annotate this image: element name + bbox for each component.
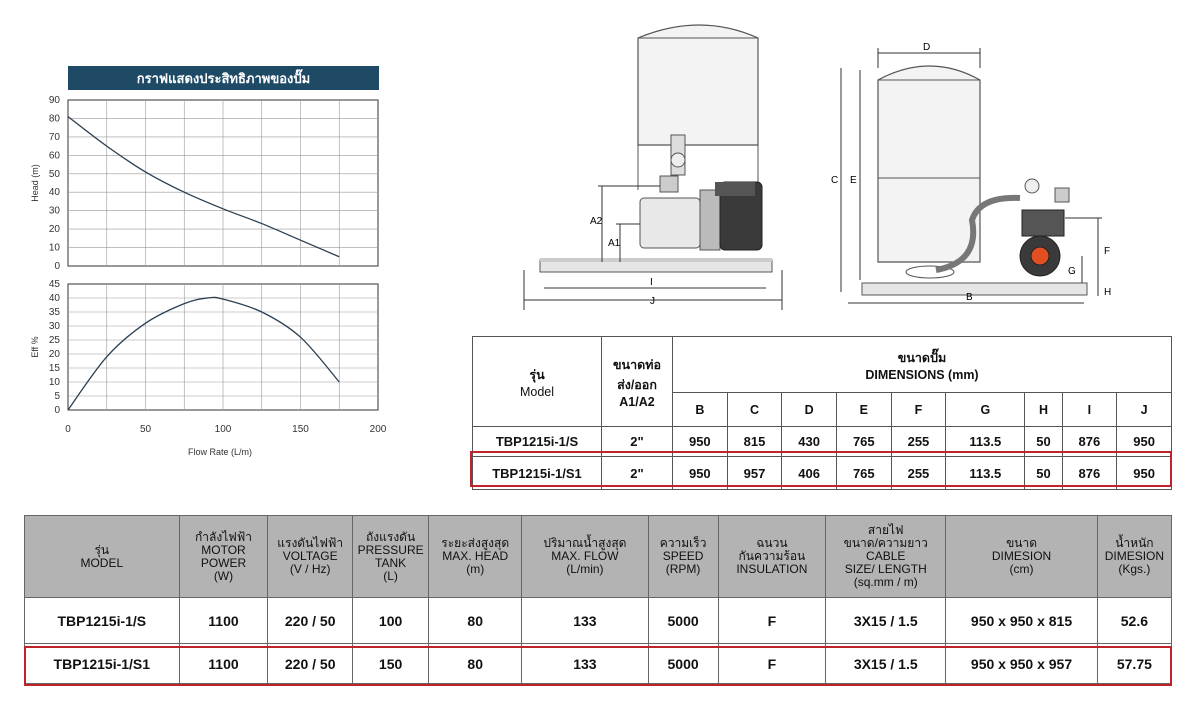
label-i: I — [650, 277, 653, 288]
spec-col-header: น้ำหนัก DIMESION (Kgs.) — [1097, 516, 1171, 598]
spec-table-row — [25, 598, 1172, 644]
pump-dimension-diagrams — [510, 0, 1190, 320]
y-axis-label: Head (m) — [30, 164, 40, 202]
spec-cell: TBP1215i-1/S1 — [25, 644, 180, 684]
dim-cell-value: 765 — [836, 457, 891, 490]
dim-cell-value: 113.5 — [946, 427, 1025, 457]
spec-cell: 80 — [429, 598, 522, 644]
spec-col-header: ขนาด DIMESION (cm) — [946, 516, 1097, 598]
spec-cell: 1100 — [179, 644, 268, 684]
performance-charts — [0, 0, 460, 470]
y-tick-label: 50 — [48, 168, 60, 180]
dim-cell-pipe: 2" — [602, 427, 673, 457]
spec-cell: 52.6 — [1097, 598, 1171, 644]
dim-cell-value: 957 — [727, 457, 782, 490]
x-tick-label: 200 — [369, 424, 387, 435]
dim-cell-value: 50 — [1025, 457, 1062, 490]
x-tick-label: 0 — [65, 424, 71, 435]
dim-col-header: D — [782, 393, 837, 427]
label-j: J — [650, 296, 655, 307]
dim-cell-model: TBP1215i-1/S1 — [473, 457, 602, 490]
spec-col-header: ถังแรงดัน PRESSURE TANK (L) — [352, 516, 428, 598]
dim-cell-pipe: 2" — [602, 457, 673, 490]
label-h: H — [1104, 287, 1112, 298]
y-tick-label: 90 — [48, 95, 60, 106]
dim-cell-value: 406 — [782, 457, 837, 490]
y-tick-label: 15 — [48, 363, 60, 374]
y-tick-label: 0 — [54, 261, 60, 272]
dim-col-header: H — [1025, 393, 1062, 427]
dim-cell-value: 950 — [1117, 427, 1172, 457]
dim-cell-value: 50 — [1025, 427, 1062, 457]
y-axis-label: Eff % — [30, 336, 40, 358]
spec-cell: 3X15 / 1.5 — [826, 598, 946, 644]
highlight-dim-row-s1 — [470, 451, 1172, 487]
label-a1: A1 — [608, 238, 621, 249]
dim-col-header: F — [891, 393, 946, 427]
spec-cell: 133 — [522, 644, 648, 684]
highlight-spec-row-s1 — [24, 646, 1172, 686]
dim-col-header: G — [946, 393, 1025, 427]
spec-cell: 5000 — [648, 598, 718, 644]
dim-cell-value: 950 — [673, 457, 728, 490]
y-tick-label: 60 — [48, 150, 60, 162]
pump-side-view — [524, 25, 782, 310]
spec-col-header: รุ่น MODEL — [25, 516, 180, 598]
y-tick-label: 30 — [48, 321, 60, 332]
label-a2: A2 — [590, 216, 603, 227]
spec-cell: 3X15 / 1.5 — [826, 644, 946, 684]
dim-cell-value: 950 — [1117, 457, 1172, 490]
dim-cell-value: 255 — [891, 427, 946, 457]
y-tick-label: 70 — [48, 131, 60, 143]
dim-cell-value: 765 — [836, 427, 891, 457]
x-tick-label: 50 — [139, 424, 152, 435]
spec-cell: 220 / 50 — [268, 644, 353, 684]
dim-col-header: C — [727, 393, 782, 427]
spec-cell: 220 / 50 — [268, 598, 353, 644]
spec-col-header: แรงดันไฟฟ้า VOLTAGE (V / Hz) — [268, 516, 353, 598]
spec-cell: F — [718, 598, 826, 644]
y-tick-label: 20 — [48, 224, 60, 236]
dim-cell-value: 430 — [782, 427, 837, 457]
spec-col-header: ระยะส่งสูงสุด MAX. HEAD (m) — [429, 516, 522, 598]
label-g: G — [1068, 266, 1076, 277]
spec-cell: 5000 — [648, 644, 718, 684]
spec-cell: 133 — [522, 598, 648, 644]
dim-col-header: B — [673, 393, 728, 427]
label-e: E — [850, 175, 857, 186]
y-tick-label: 0 — [54, 405, 60, 416]
spec-cell: 950 x 950 x 815 — [946, 598, 1097, 644]
spec-cell: 950 x 950 x 957 — [946, 644, 1097, 684]
dim-cell-value: 255 — [891, 457, 946, 490]
dim-cell-value: 950 — [673, 427, 728, 457]
y-tick-label: 30 — [48, 205, 60, 217]
y-tick-label: 5 — [54, 391, 60, 402]
dim-cell-value: 113.5 — [946, 457, 1025, 490]
spec-col-header: สายไฟ ขนาด/ความยาว CABLE SIZE/ LENGTH (sq.mm / m) — [826, 516, 946, 598]
y-tick-label: 35 — [48, 307, 60, 318]
y-tick-label: 80 — [48, 113, 60, 125]
x-axis-label: Flow Rate (L/m) — [187, 447, 253, 457]
y-tick-label: 25 — [48, 335, 60, 346]
x-tick-label: 100 — [214, 424, 232, 435]
y-tick-label: 40 — [48, 293, 60, 304]
spec-cell: 1100 — [179, 598, 268, 644]
spec-cell: F — [718, 644, 826, 684]
spec-cell: TBP1215i-1/S — [25, 598, 180, 644]
y-tick-label: 10 — [48, 242, 60, 254]
spec-col-header: ฉนวน กันความร้อน INSULATION — [718, 516, 826, 598]
spec-cell: 150 — [352, 644, 428, 684]
dim-cell-value: 815 — [727, 427, 782, 457]
col-header-model: รุ่น Model — [473, 337, 602, 427]
dim-col-header: J — [1117, 393, 1172, 427]
chart-title: กราฟแสดงประสิทธิภาพของปั๊ม — [68, 66, 379, 90]
dim-col-header: E — [836, 393, 891, 427]
col-header-dimensions: ขนาดปั๊ม DIMENSIONS (mm) — [673, 337, 1172, 393]
col-header-pipe-size: ขนาดท่อ ส่ง/ออก A1/A2 — [602, 337, 673, 427]
dim-col-header: I — [1062, 393, 1117, 427]
y-tick-label: 45 — [48, 279, 60, 290]
label-f: F — [1104, 246, 1111, 257]
spec-cell: 100 — [352, 598, 428, 644]
dim-cell-value: 876 — [1062, 457, 1117, 490]
pump-front-view — [831, 42, 1111, 303]
x-tick-label: 150 — [292, 424, 309, 435]
dim-cell-value: 876 — [1062, 427, 1117, 457]
y-tick-label: 20 — [48, 349, 60, 360]
label-c: C — [831, 175, 839, 186]
spec-cell: 57.75 — [1097, 644, 1171, 684]
y-tick-label: 40 — [48, 187, 60, 199]
spec-col-header: ความเร็ว SPEED (RPM) — [648, 516, 718, 598]
label-d: D — [923, 42, 931, 53]
spec-cell: 80 — [429, 644, 522, 684]
dim-cell-model: TBP1215i-1/S — [473, 427, 602, 457]
label-b: B — [966, 292, 973, 303]
spec-col-header: ปริมาณน้ำสูงสุด MAX. FLOW (L/min) — [522, 516, 648, 598]
spec-col-header: กำลังไฟฟ้า MOTOR POWER (W) — [179, 516, 268, 598]
y-tick-label: 10 — [48, 377, 60, 388]
